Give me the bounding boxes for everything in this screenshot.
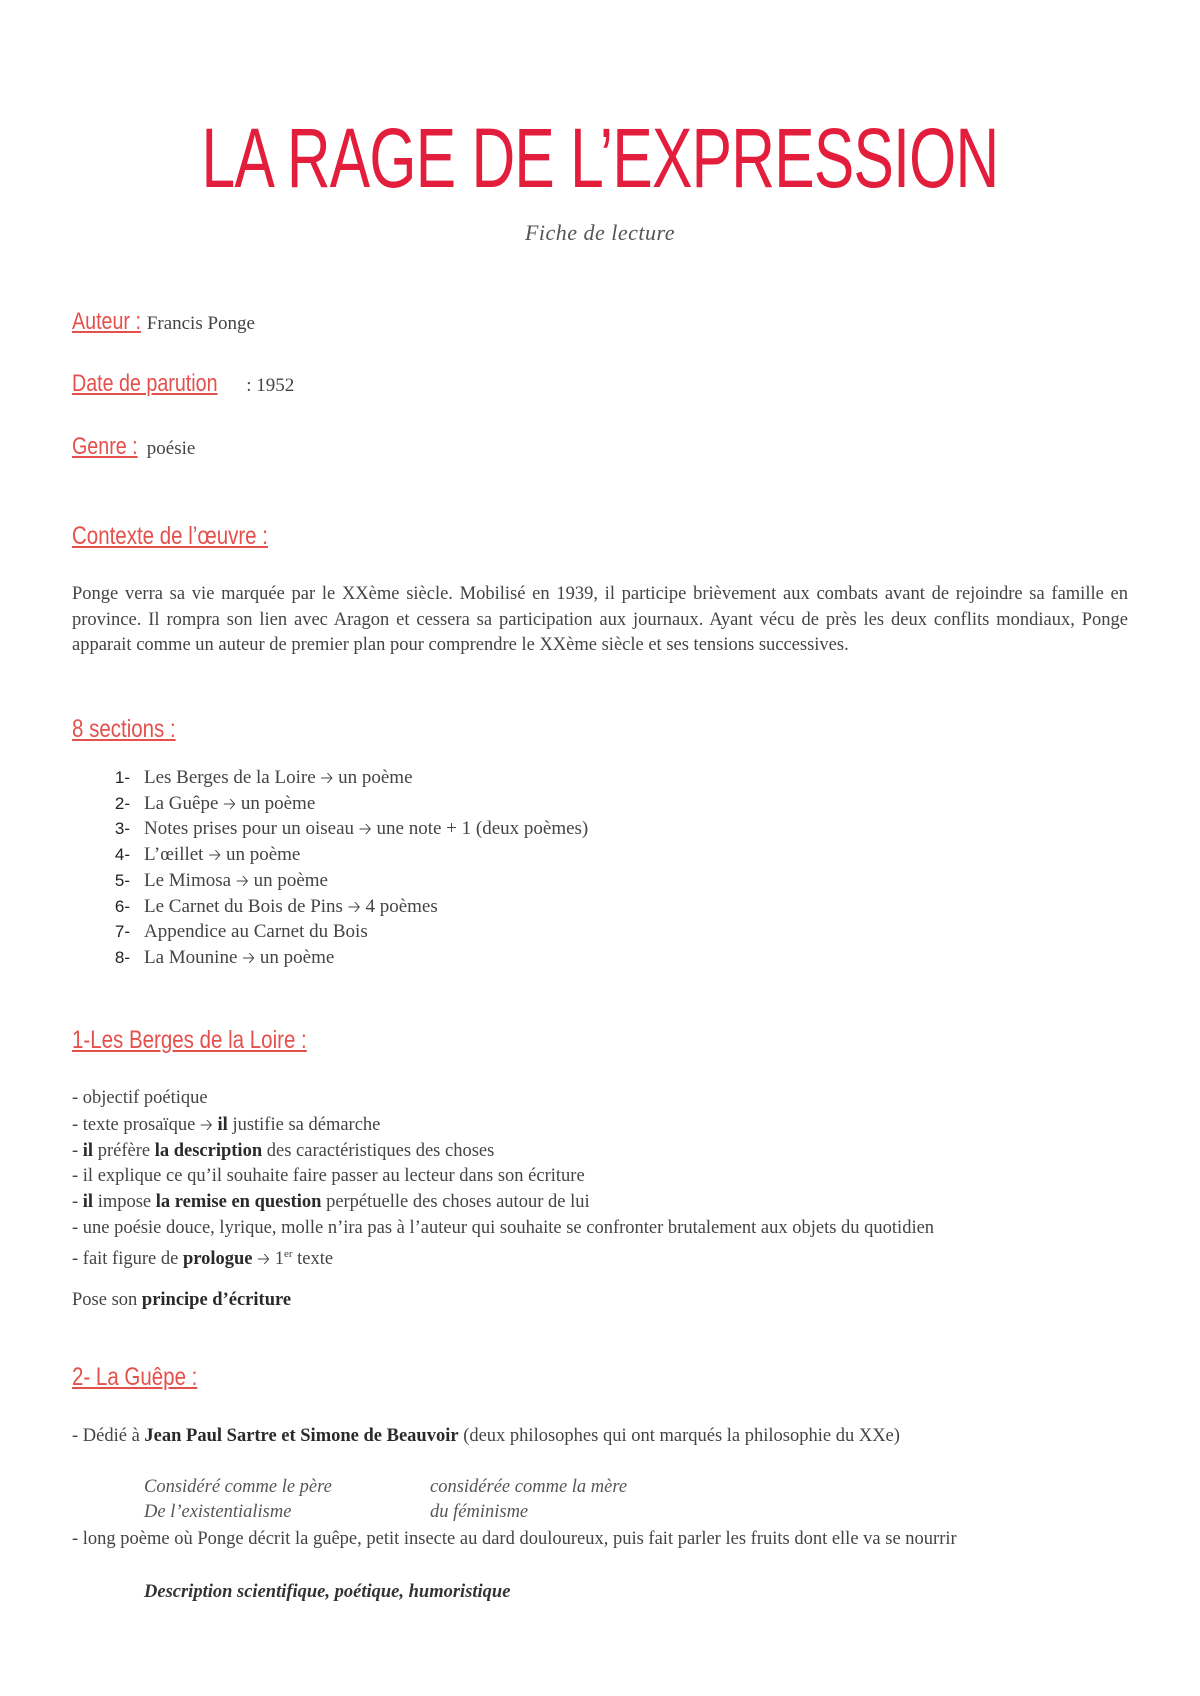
auteur-label: Auteur : xyxy=(72,308,141,335)
auteur-value: Francis Ponge xyxy=(146,313,255,334)
section-name: Notes prises pour un oiseau xyxy=(144,818,355,840)
guepe-columns xyxy=(144,1475,627,1524)
arrow-icon: 🡢 xyxy=(358,819,372,839)
section-name: La Guêpe xyxy=(144,792,219,814)
section-item xyxy=(72,894,588,920)
section-item xyxy=(72,945,588,971)
guepe-line: - Dédié à Jean Paul Sartre et Simone de Beauvoir (deux philosophes qui ont marqués la philosophie du XXe) xyxy=(72,1426,900,1446)
loire-line: - objectif poétique xyxy=(72,1088,208,1108)
section-name: La Mounine xyxy=(144,946,238,968)
section-number: 6- xyxy=(114,896,130,916)
genre-label: Genre : xyxy=(72,433,138,460)
loire-line: - il explique ce qu’il souhaite faire passer au lecteur dans son écriture xyxy=(72,1166,585,1187)
loire-heading: 1-Les Berges de la Loire : xyxy=(72,1026,307,1054)
loire-line: - il préfère la description des caractéristiques des choses xyxy=(72,1140,495,1161)
guepe-heading: 2- La Guêpe : xyxy=(72,1363,198,1391)
section-item xyxy=(72,919,588,945)
section-name: Les Berges de la Loire xyxy=(144,767,316,788)
section-item xyxy=(72,816,588,842)
arrow-icon: 🡢 xyxy=(242,947,256,967)
genre-value: poésie xyxy=(146,438,196,459)
beauvoir-note: du féminisme xyxy=(430,1501,529,1522)
loire-list xyxy=(72,1086,934,1273)
genre-field xyxy=(72,433,195,461)
contexte-heading: Contexte de l’œuvre : xyxy=(72,522,268,550)
loire-line: - une poésie douce, lyrique, molle n’ira pas à l’auteur qui souhaite se confronter brutalement aux objets du quotidien xyxy=(72,1217,935,1238)
loire-line: - il impose la remise en question perpétuelle des choses autour de lui xyxy=(72,1192,590,1213)
loire-line: - fait figure de prologue 🡢 1er texte xyxy=(72,1247,334,1269)
section-item xyxy=(72,842,588,868)
section-detail: un poème xyxy=(338,767,413,788)
section-number: 2- xyxy=(114,793,130,813)
arrow-icon: 🡢 xyxy=(208,845,222,865)
sections-list xyxy=(72,765,588,971)
page-title: LA RAGE DE L’EXPRESSION xyxy=(201,111,999,205)
sartre-note: Considéré comme le père xyxy=(144,1477,332,1497)
section-detail: 4 poèmes xyxy=(365,895,438,917)
section-detail: un poème xyxy=(225,844,301,866)
arrow-icon: 🡢 xyxy=(320,768,334,787)
section-detail: une note + 1 (deux poèmes) xyxy=(376,818,589,840)
section-name: Le Carnet du Bois de Pins xyxy=(144,895,343,917)
section-number: 3- xyxy=(114,819,130,839)
arrow-icon: 🡢 xyxy=(347,896,361,916)
section-number: 7- xyxy=(114,922,130,942)
section-detail: un poème xyxy=(253,869,328,891)
auteur-field xyxy=(72,308,255,336)
section-number: 1- xyxy=(114,768,130,787)
section-number: 4- xyxy=(114,845,130,865)
loire-line: - texte prosaïque 🡢 il justifie sa démarche xyxy=(72,1114,381,1135)
section-name: L’œillet xyxy=(144,844,204,866)
date-label: Date de parution xyxy=(72,370,218,397)
section-number: 8- xyxy=(114,947,130,967)
section-detail: un poème xyxy=(259,946,335,968)
sartre-note: De l’existentialisme xyxy=(144,1501,292,1522)
section-item xyxy=(72,868,588,894)
guepe-line: - long poème où Ponge décrit la guêpe, petit insecte au dard douloureux, puis fait parler les fruits dont elle va se nourrir xyxy=(72,1529,957,1549)
beauvoir-note: considérée comme la mère xyxy=(430,1477,628,1497)
section-number: 5- xyxy=(114,870,130,890)
arrow-icon: 🡢 xyxy=(235,870,249,890)
principe-line: Pose son principe d’écriture xyxy=(72,1290,292,1310)
arrow-icon: 🡢 xyxy=(199,1114,213,1134)
section-item xyxy=(72,791,588,817)
arrow-icon: 🡢 xyxy=(223,793,237,813)
page-subtitle: Fiche de lecture xyxy=(524,220,676,245)
date-field xyxy=(72,370,294,398)
section-item xyxy=(72,765,588,791)
section-detail: un poème xyxy=(240,792,316,814)
arrow-icon: 🡢 xyxy=(257,1248,271,1268)
date-value: : 1952 xyxy=(246,375,295,396)
section-name: Le Mimosa xyxy=(144,869,232,891)
sections-heading: 8 sections : xyxy=(72,715,176,743)
contexte-paragraph: Ponge verra sa vie marquée par le XXème siècle. Mobilisé en 1939, il participe brièvement aux combats avant de rejoindre sa famille en province. Il rompra son lien avec Aragon et cessera sa participation aux journaux. Ayant vécu de près les deux conflits mondiaux, Ponge apparait comme un auteur de premier plan pour comprendre le XXème siècle et ses tensions successives. xyxy=(72,584,1128,655)
section-name: Appendice au Carnet du Bois xyxy=(144,921,368,943)
guepe-description: Description scientifique, poétique, humoristique xyxy=(144,1582,511,1602)
